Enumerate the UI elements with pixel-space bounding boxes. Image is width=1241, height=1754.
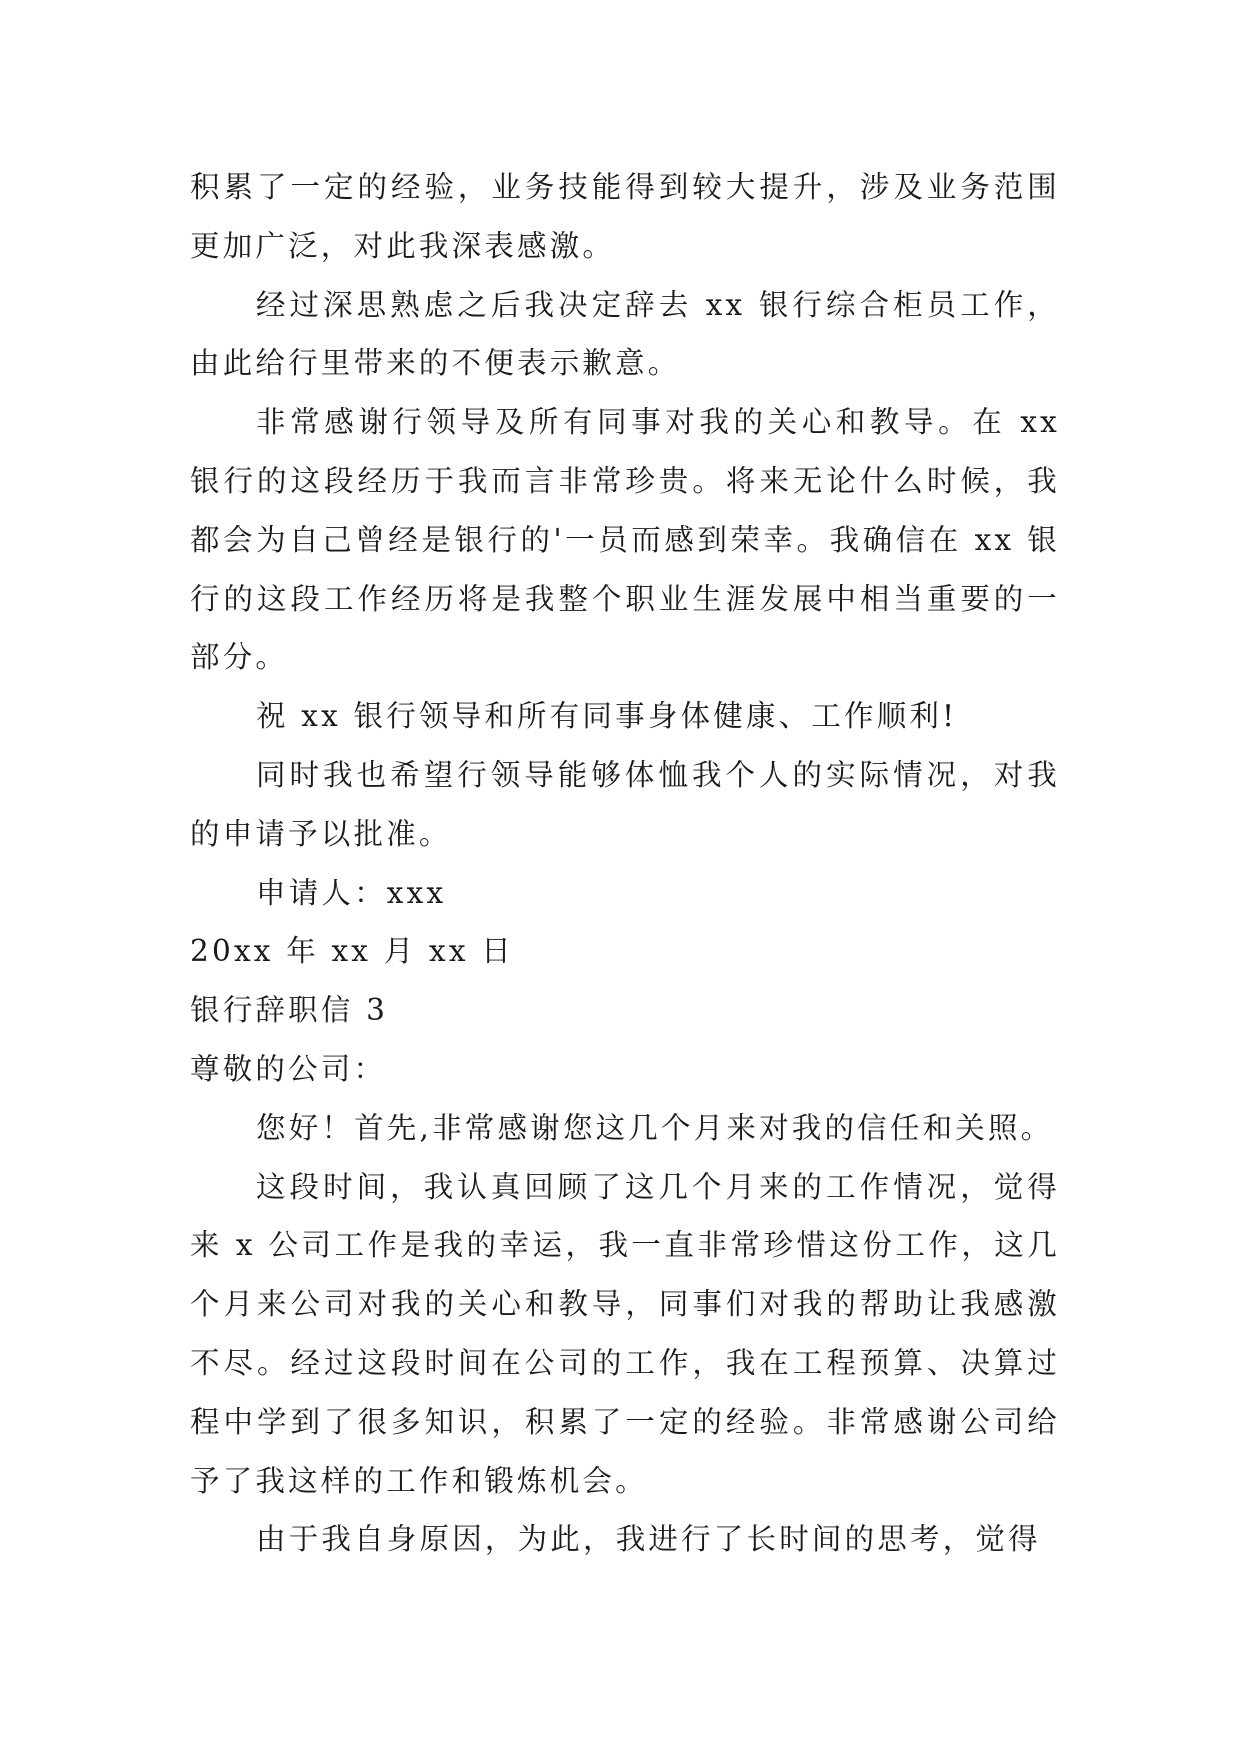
paragraph-personal-reasons: 由于我自身原因，为此，我进行了长时间的思考，觉得 [256,1522,1041,1557]
section-title: 银行辞职信 3 [190,993,389,1028]
paragraph-best-wishes: 祝 xx 银行领导和所有同事身体健康、工作顺利! [256,699,958,734]
letter-date: 20xx 年 xx 月 xx 日 [190,934,514,969]
paragraph-gratitude-experience: 积累了一定的经验，业务技能得到较大提升，涉及业务范围更加广泛，对此我深表感激。 [190,170,1060,263]
paragraph-resignation-decision: 经过深思熟虑之后我决定辞去 xx 银行综合柜员工作，由此给行里带来的不便表示歉意。 [190,287,1060,381]
salutation: 尊敬的公司： [190,1051,387,1086]
applicant-signature: 申请人：xxx [256,875,447,910]
document-page [190,158,1060,1569]
paragraph-thanks-leaders: 非常感谢行领导及所有同事对我的关心和教导。在 xx 银行的这段经历于我而言非常珍贵。将来无论什么时候，我都会为自己曾经是银行的'一员而感到荣幸。我确信在 xx 银行的这段工作经历将是我整个职业生涯发展中相当重要的一部分。 [190,405,1060,675]
paragraph-greeting: 您好！首先,非常感谢您这几个月来对我的信任和关照。 [256,1110,1054,1145]
paragraph-request-approval: 同时我也希望行领导能够体恤我个人的实际情况，对我的申请予以批准。 [190,757,1060,851]
paragraph-review-work: 这段时间，我认真回顾了这几个月来的工作情况，觉得来 x 公司工作是我的幸运，我一直非常珍惜这份工作，这几个月来公司对我的关心和教导，同事们对我的帮助让我感激不尽。经过这段时间在公司的工作，我在工程预算、决算过程中学到了很多知识，积累了一定的经验。非常感谢公司给予了我这样的工作和锻炼机会。 [190,1169,1060,1498]
